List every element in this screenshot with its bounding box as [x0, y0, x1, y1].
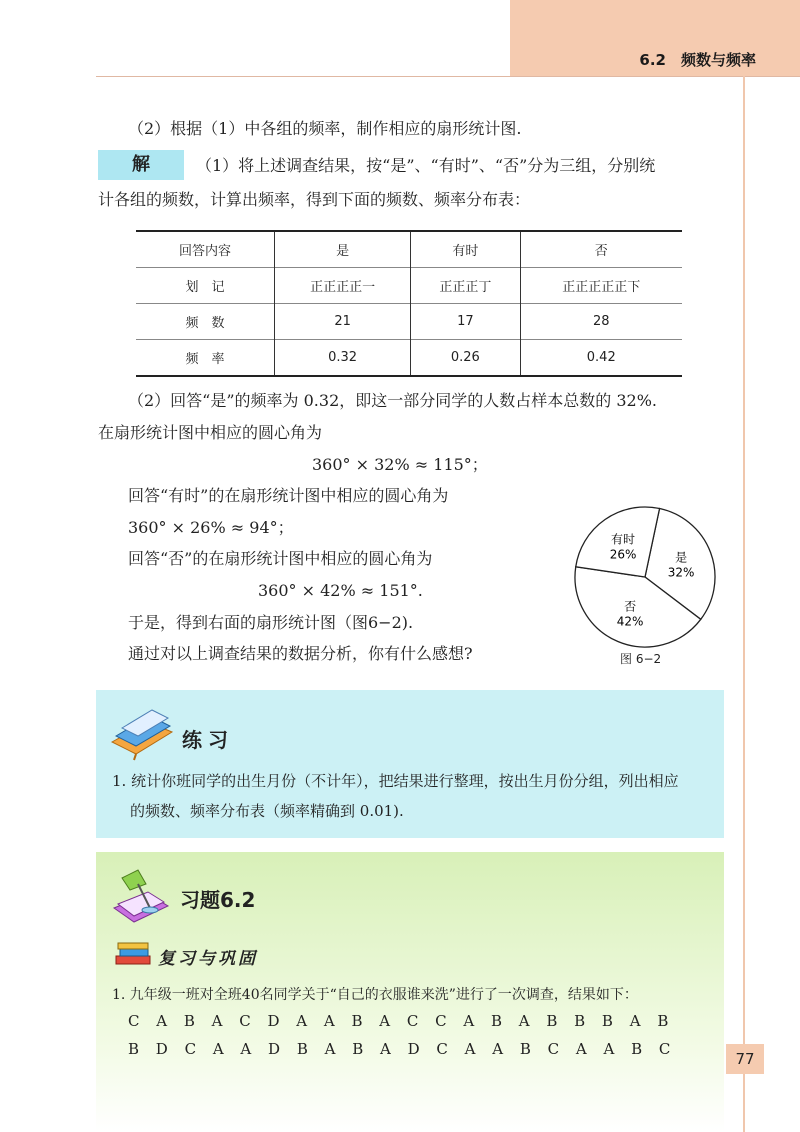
pie-slice-label: 有时 — [611, 532, 636, 547]
solution-badge: 解 — [98, 150, 184, 180]
homework-q1: 1. 九年级一班对全班40名同学关于“自己的衣服谁来洗”进行了一次调查，结果如下： — [112, 987, 638, 1003]
side-margin-line — [743, 76, 745, 1132]
table-header-cell: 有时 — [411, 231, 520, 268]
table-row — [136, 340, 682, 377]
table-header-row — [136, 231, 682, 268]
table-row — [136, 304, 682, 340]
chart-caption: 图 6−2 — [620, 652, 662, 666]
table-row — [136, 268, 682, 304]
review-section-title: 复习与巩固 — [158, 949, 258, 969]
table-cell: 正正正丁 — [411, 268, 520, 304]
exercise-q1-line2: 的频数、频率分布表（频率精确到 0.01). — [130, 802, 404, 820]
header-divider — [96, 76, 800, 77]
answer-line2: 在扇形统计图中相应的圆心角为 — [98, 423, 323, 442]
solution-line1: （1）将上述调查结果，按“是”、“有时”、“否”分为三组，分别统 — [196, 156, 656, 175]
table-cell: 正正正正一 — [275, 268, 411, 304]
page-number: 77 — [726, 1044, 764, 1074]
solution-line2: 计各组的频数，计算出频率，得到下面的频数、频率分布表： — [98, 190, 531, 209]
equation-1: 360° × 32% ≈ 115°； — [312, 455, 488, 474]
lamp-book-icon — [108, 864, 172, 928]
table-cell: 0.42 — [520, 340, 682, 377]
table-cell: 频 数 — [185, 316, 225, 331]
pie-slice-percent: 32% — [667, 565, 695, 580]
table-cell: 17 — [411, 304, 520, 340]
equation-2: 360° × 26% ≈ 94°； — [128, 518, 294, 537]
answer-line3: 回答“有时”的在扇形统计图中相应的圆心角为 — [128, 486, 449, 505]
table-cell: 0.26 — [411, 340, 520, 377]
table-cell: 正正正正正下 — [520, 268, 682, 304]
table-cell: 28 — [520, 304, 682, 340]
table-cell: 频 率 — [185, 352, 225, 367]
survey-results-row-2: B D C A A D B A B A D C A A B C A A B C — [128, 1040, 672, 1058]
books-icon — [108, 702, 176, 764]
homework-title: 习题6.2 — [180, 888, 256, 912]
table-cell: 0.32 — [275, 340, 411, 377]
table-header-cell: 否 — [520, 231, 682, 268]
table-cell: 21 — [275, 304, 411, 340]
pie-slice-percent: 42% — [616, 614, 644, 629]
equation-3: 360° × 42% ≈ 151°. — [258, 581, 423, 600]
answer-line4: 回答“否”的在扇形统计图中相应的圆心角为 — [128, 549, 433, 568]
answer-line6: 通过对以上调查结果的数据分析，你有什么感想? — [128, 644, 473, 663]
pie-slice-label: 否 — [624, 599, 637, 614]
exercise-q1-line1: 1. 统计你班同学的出生月份（不计年），把结果进行整理，按出生月份分组，列出相应 — [112, 772, 679, 790]
table-cell: 划 记 — [185, 280, 225, 295]
table-header-cell: 回答内容 — [178, 244, 231, 259]
pie-chart — [573, 505, 717, 649]
pie-slice-percent: 26% — [609, 547, 637, 562]
answer-line1: （2）回答“是”的频率为 0.32，即这一部分同学的人数占样本总数的 32%. — [128, 391, 657, 410]
pie-slice-label: 是 — [675, 550, 688, 565]
exercise-title: 练习 — [182, 728, 234, 752]
answer-line5: 于是，得到右面的扇形统计图（图6−2). — [128, 613, 414, 632]
frequency-table — [136, 230, 682, 377]
survey-results-row-1: C A B A C D A A B A C C A B A B B B A B — [128, 1012, 670, 1030]
section-title: 6.2 频数与频率 — [639, 51, 756, 69]
stacked-books-icon — [112, 940, 154, 968]
problem-part2: （2）根据（1）中各组的频率，制作相应的扇形统计图. — [128, 119, 522, 138]
table-header-cell: 是 — [275, 231, 411, 268]
